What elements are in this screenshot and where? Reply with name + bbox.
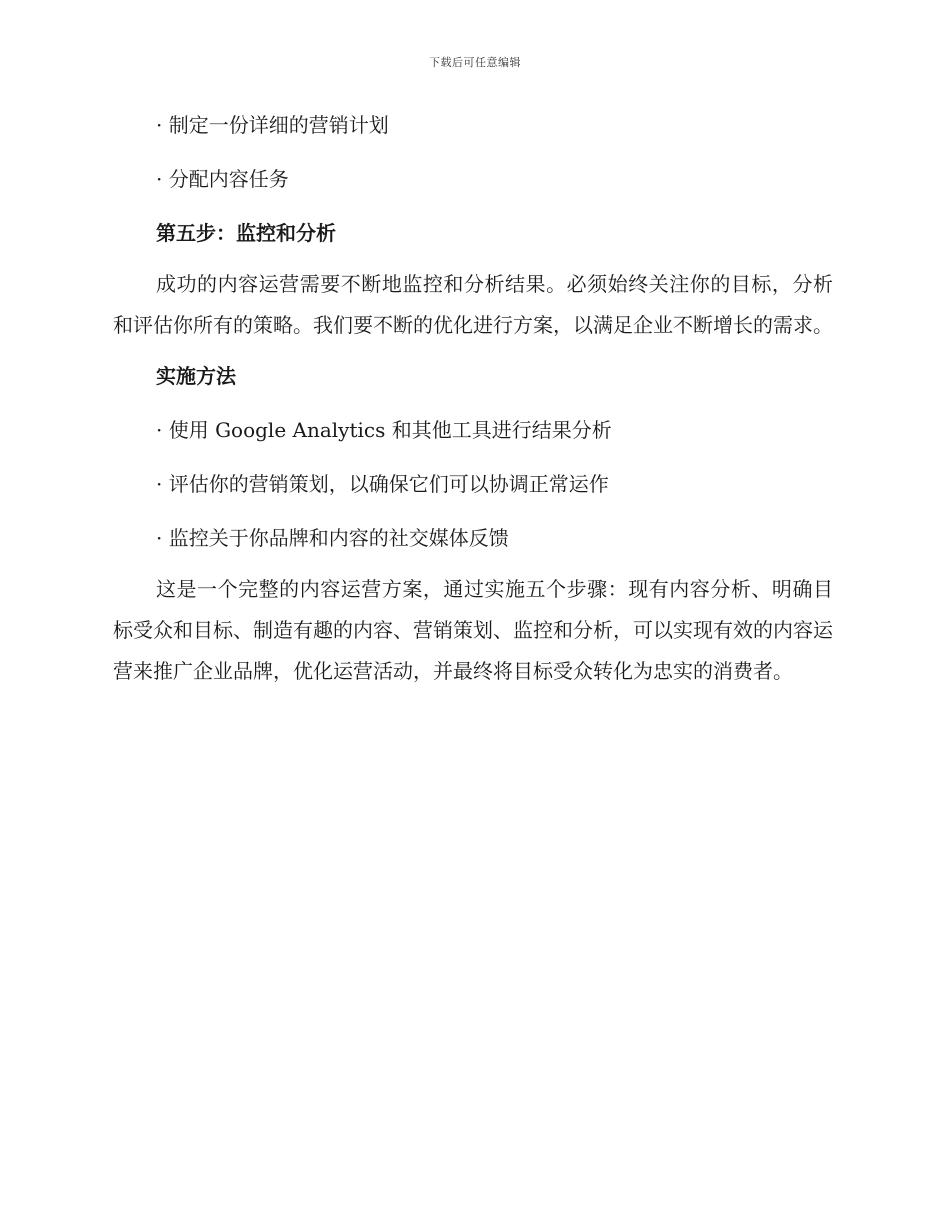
header-note: 下载后可任意编辑: [429, 56, 521, 69]
step5-paragraph: 成功的内容运营需要不断地监控和分析结果。必须始终关注你的目标，分析和评估你所有的策略。我们要不断的优化进行方案，以满足企业不断增长的需求。: [113, 272, 833, 337]
bullet-item: · 评估你的营销策划，以确保它们可以协调正常运作: [156, 472, 609, 496]
section-heading-method: 实施方法: [156, 364, 236, 388]
document-body: [113, 108, 833, 705]
bullet-item: · 制定一份详细的营销计划: [156, 113, 389, 137]
bullet-item: · 监控关于你品牌和内容的社交媒体反馈: [156, 526, 509, 550]
bullet-item: · 分配内容任务: [156, 167, 289, 191]
summary-paragraph: 这是一个完整的内容运营方案，通过实施五个步骤：现有内容分析、明确目标受众和目标、制造有趣的内容、营销策划、监控和分析，可以实现有效的内容运营来推广企业品牌，优化运营活动，并最终将目标受众转化为忠实的消费者。: [113, 577, 833, 683]
section-heading-step5: 第五步：监控和分析: [156, 221, 336, 245]
bullet-item: · 使用 Google Analytics 和其他工具进行结果分析: [156, 418, 612, 442]
